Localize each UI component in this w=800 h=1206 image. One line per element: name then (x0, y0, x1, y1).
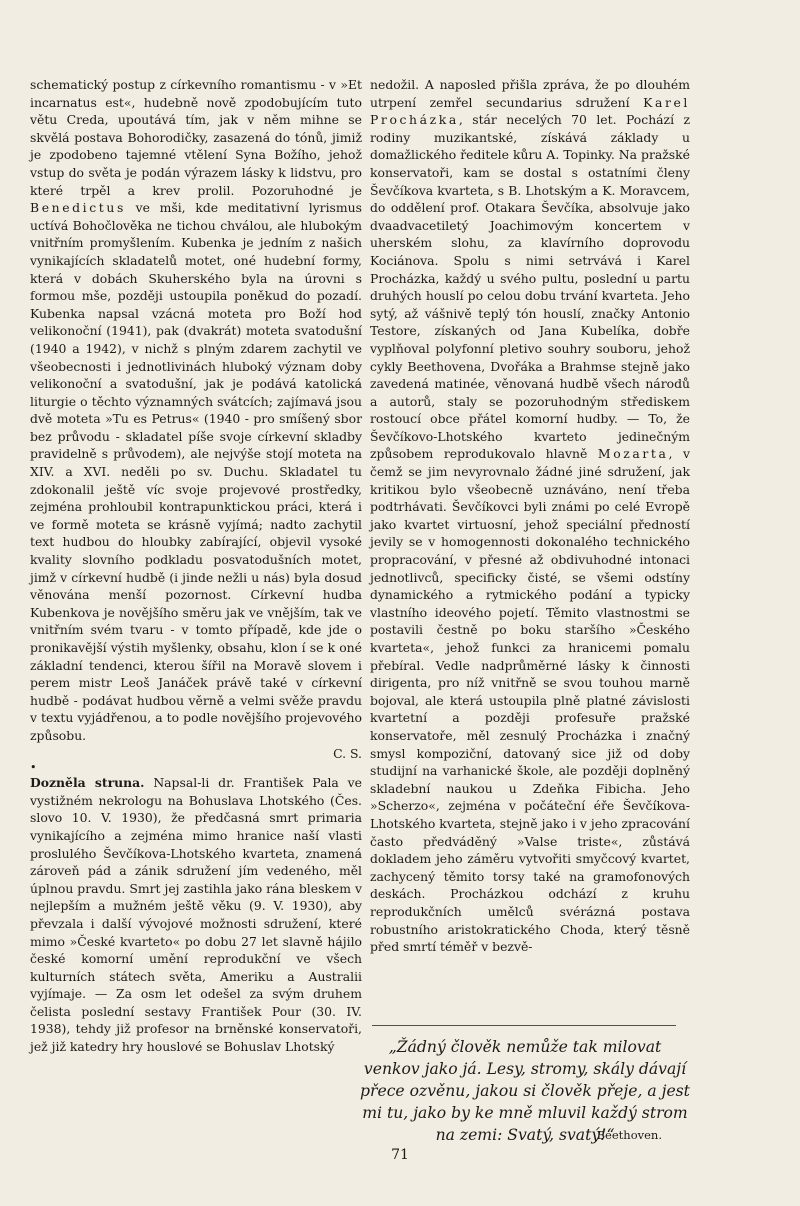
article-paragraph (30, 76, 362, 745)
article-text: ve mši, kde meditativní lyrismus uctívá Bohočlověka ne tichou chválou, ale hlubokým vnitřním promyšlením. Kubenka je jedním z našich vynikajících skladatelů motet, oné hudební formy, která v dobách Skuherského byla na úrovni s formou mše, později ustoupila poněkud do pozadí. Kubenka napsal vzácná moteta pro Boží hod velikonoční (1941), pak (dvakrát) moteta svatodušní (1940 a 1942), v nichž s plným zdarem zachytil ve všeobecnosti i jednotlivinách hluboký význam doby velikonoční a svatodušní, jak je podává katolická liturgie o těchto významných svátcích; zajímavá jsou dvě moteta »Tu es Petrus« (1940 - pro smíšený sbor bez průvodu - skladatel píše svoje církevní skladby pravidelně s průvodem), ale nejvýše stojí moteta na XIV. a XVI. neděli po sv. Duchu. Skladatel tu zdokonalil ještě víc svoje projevové prostředky, zejména prohloubil kontrapunktickou práci, která i ve formě moteta se krásně vyjímá; nadto zachytil text hudbou do hloubky zabírající, objevil vysoké kvality slovního podkladu posvatodušních motet, jimž v církevní hudbě (i jinde nežli u nás) byla dosud věnována menší pozornost. Církevní hudba Kubenkova je novějšího směru jak ve vnějším, tak ve vnitřním svém tvaru - v tomto případě, kde jde o pronikavější výstih myšlenky, obsahu, klon í se k oné základní tendenci, kterou šířil na Moravě slovem i perem mistr Leoš Janáček právě také v církevní hudbě - podávat hudbou věrně a velmi svěže pravdu v textu vyjádřenou, a to podle novějšího projevového způsobu. (30, 200, 362, 743)
obituary-text: , stár necelých 70 let. Pochází z rodiny muzikantské, získává základy u domažlického ředitele kůru A. Topinky. Na pražské konservatoři, kam se dostal s ostatními členy Ševčíkova kvarteta, s B. Lhotským a K. Moravcem, do oddělení prof. Otakara Ševčíka, absolvuje jako dvaadvacetiletý Joachimovým koncertem v uherském slohu, za klavírního doprovodu Kociánova. Spolu s nimi setrvává i Karel Procházka, každý u svého pultu, poslední u partu druhých houslí po celou dobu trvání kvarteta. Jeho sytý, až vášnivě teplý tón houslí, značky Antonio Testore, získaných od Jana Kubelíka, dobře vyplňoval polyfonní pletivo souhry souboru, jehož cykly Beethovena, Dvořáka a Brahmse stejně jako zavedená matinée, věnovaná hudbě všech národů a autorů, staly se pozoruhodným střediskem rostoucí obce přátel komorní hudby. — To, že Ševčíkovo-Lhotského kvarteto jedinečným způsobem reprodukovalo hlavně (370, 112, 690, 462)
spaced-name: Karel Procházka (370, 94, 690, 128)
obituary-continuation (370, 76, 690, 956)
obituary-paragraph (30, 774, 362, 1056)
section-separator: • (30, 761, 37, 775)
page-number: 71 (391, 1147, 409, 1163)
obituary-text: , v čemž se jim nevyrovnalo žádné jiné sdružení, jak kritikou bylo všeobecně uznáváno, není třeba podtrhávati. Ševčíkovci byli známi po celé Evropě jako kvartet virtuosní, jehož speciální předností jevily se v homogennosti dokonalého technického propracování, v přesné až obdivuhodné intonaci jednotlivců, specificky čisté, se všemi odstíny dynamického a rytmického podání a typicky vlastního ideového pojetí. Těmito vlastnostmi se postavili čestně po boku staršího »Českého kvarteta«, jehož funkci za hranicemi pomalu přebíral. Vedle nadprůměrné lásky k činnosti dirigenta, pro níž vnitřně se svou touhou marně bojoval, ale která ustoupila plně platné závislosti kvartetní a později profesuře pražské konservatoře, měl zesnulý Procházka i značný smysl kompoziční, datovaný sice již od doby studijní na varhanické škole, ale později doplněný skladební naukou u Zdeňka Fibicha. Jeho »Scherzo«, zejména v počáteční éře Ševčíkova-Lhotského kvarteta, stejně jako i v jeho zpracování často předváděný »Valse triste«, zůstává dokladem jeho záměru vytvořiti smyčcový kvartet, zachycený těmito torsy také na gramofonových deskách. Procházkou odchází z kruhu reprodukčních umělců svérázná postava robustního aristokratického Choda, který těsně před smrtí téměř v bezvě- (370, 446, 690, 955)
quote-author: Beethoven. (596, 1128, 662, 1142)
obituary-text: Napsal-li dr. František Pala ve vystižném nekrologu na Bohuslava Lhotského (Čes. slovo 10. V. 1930), že předčasná smrt primaria vynikajícího a zejména mimo hranice naší vlasti proslulého Ševčíkova-Lhotského kvarteta, znamená zároveň pád a zánik sdružení jím vedeného, měl úplnou pravdu. Smrt jej zastihla jako rána bleskem v nejlepším a mužném ještě věku (9. V. 1930), aby převzala i další vývojové možnosti sdružení, které mimo »České kvarteto« po dobu 27 let slavně hájilo české komorní umění reprodukční ve všech kulturních státech světa, Ameriku a Australii vyjímaje. — Za osm let odešel za svým druhem čelista poslední sestavy František Pour (30. IV. 1938), tehdy již profesor na brněnské konservatoři, jež již katedry hry houslové se Bohuslav Lhotský (30, 775, 362, 1055)
article-text: schematický postup z církevního romantismu - v »Et incarnatus est«, hudebně nově zpodobujícím tuto větu Creda, upoutává tím, jak v něm mihne se skvělá postava Bohorodičky, zasazená do tónů, jimiž je zpodobeno tajemné vtělení Syna Božího, jehož vstup do světa je podán výrazem lásky k lidstvu, pro které trpěl a krev prolil. Pozoruhodné je (30, 77, 362, 198)
spaced-name: Mozarta (597, 446, 669, 462)
obituary-text: nedožil. A naposled přišla zpráva, že po dlouhém utrpení zemřel secundarius sdružení (370, 77, 690, 110)
spaced-word: Benedictus (30, 200, 126, 216)
right-column (370, 76, 690, 956)
left-column (30, 76, 362, 1056)
beethoven-quote: „Žádný člověk nemůže tak milovat venkov jako já. Lesy, stromy, skály dávají přece ozvěnu, jakou si člověk přeje, a jest mi tu, jako by ke mně mluvil každý strom na zemi: Svatý, svatý!“ (360, 1038, 690, 1144)
quote-divider (372, 1025, 676, 1026)
obituary-heading: Dozněla struna. (30, 775, 145, 791)
author-signature: C. S. (333, 745, 362, 761)
